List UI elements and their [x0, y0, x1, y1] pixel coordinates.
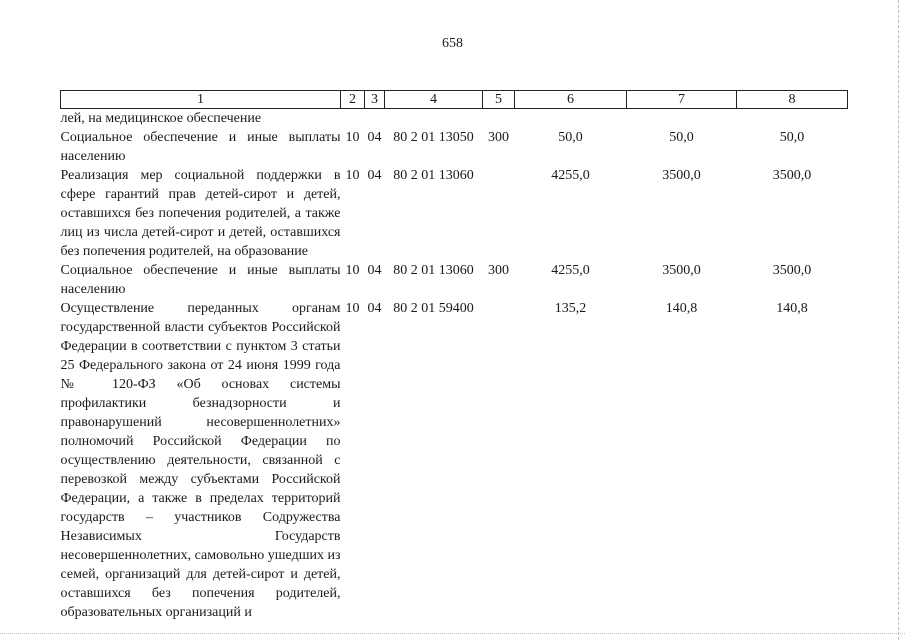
scan-edge-bottom: [0, 632, 905, 634]
row-col-3: [365, 109, 385, 129]
row-col-6: 4255,0: [551, 263, 590, 278]
row-col-5: [483, 299, 515, 622]
row-col-5: [483, 166, 515, 261]
row-description: Социальное обеспечение и иные выплаты населению: [60, 263, 341, 297]
row-description: Осуществление переданных органам государственной власти субъектов Российской Федерации в соответствии с пунктом 3 статьи 25 Федерального закона от 24 июня 1999 года № 120-ФЗ «Об основах системы профилактики безнадзорности и правонарушений несовершеннолетних» полномочий Российской Федерации по осуществлению деятельности, связанной с перевозкой между субъектами Российской Федерации, а также в пределах территорий государств – участников Содружества Независимых Государств несовершеннолетних, самовольно ушедших из семей, организаций для детей-сирот и детей, оставшихся без попечения родителей, образовательных организаций и: [60, 301, 341, 620]
row-description: Социальное обеспечение и иные выплаты населению: [60, 130, 341, 164]
row-col-7: 140,8: [665, 301, 698, 316]
row-col-6: 4255,0: [551, 168, 590, 183]
table-row: [61, 261, 848, 299]
header-col-3: 3: [365, 91, 385, 109]
budget-table: [60, 90, 848, 622]
row-col-8: 50,0: [779, 130, 805, 145]
table-row: [61, 166, 848, 261]
row-col-6: 50,0: [558, 130, 583, 145]
header-col-5: 5: [483, 91, 515, 109]
row-col-8: 3500,0: [772, 263, 812, 278]
header-col-2: 2: [341, 91, 365, 109]
row-col-7: 50,0: [669, 130, 694, 145]
row-col-2: [341, 109, 365, 129]
header-col-1: 1: [61, 91, 341, 109]
row-col-2: 10: [345, 263, 360, 278]
row-col-3: 04: [367, 263, 382, 278]
row-col-7: 3500,0: [662, 263, 701, 278]
row-col-4: 80 2 01 13060: [393, 263, 474, 278]
header-col-8: 8: [737, 91, 848, 109]
row-col-4: 80 2 01 13050: [393, 130, 474, 145]
row-col-2: 10: [345, 168, 360, 183]
row-col-3: 04: [367, 130, 382, 145]
header-col-6: 6: [515, 91, 627, 109]
row-col-2: 10: [345, 130, 360, 145]
row-description: Реализация мер социальной поддержки в сфере гарантий прав детей-сирот и детей, оставшихся без попечения родителей, а также лиц из числа детей-сирот и детей, оставшихся без попечения родителей, на образование: [60, 168, 341, 259]
page-number: 658: [442, 36, 463, 51]
header-row: [61, 91, 848, 109]
row-col-5: 300: [488, 130, 509, 145]
table-row: [61, 109, 848, 129]
header-col-4: 4: [385, 91, 483, 109]
row-col-5: 300: [488, 263, 509, 278]
row-description: лей, на медицинское обеспечение: [60, 111, 262, 126]
row-col-8: [737, 109, 848, 129]
row-col-8: 3500,0: [772, 168, 812, 183]
row-col-3: 04: [367, 301, 382, 316]
header-col-7: 7: [627, 91, 737, 109]
row-col-2: 10: [345, 301, 360, 316]
row-col-6: 135,2: [554, 301, 587, 316]
table-row: [61, 128, 848, 166]
scan-edge-right: [897, 0, 899, 640]
row-col-4: 80 2 01 13060: [393, 168, 474, 183]
row-col-5: [483, 109, 515, 129]
row-col-4: 80 2 01 59400: [393, 301, 474, 316]
row-col-3: 04: [367, 168, 382, 183]
row-col-8: 140,8: [776, 301, 808, 316]
row-col-6: [515, 109, 627, 129]
table-row: [61, 299, 848, 622]
row-col-4: [385, 109, 483, 129]
row-col-7: 3500,0: [662, 168, 701, 183]
row-col-7: [627, 109, 737, 129]
